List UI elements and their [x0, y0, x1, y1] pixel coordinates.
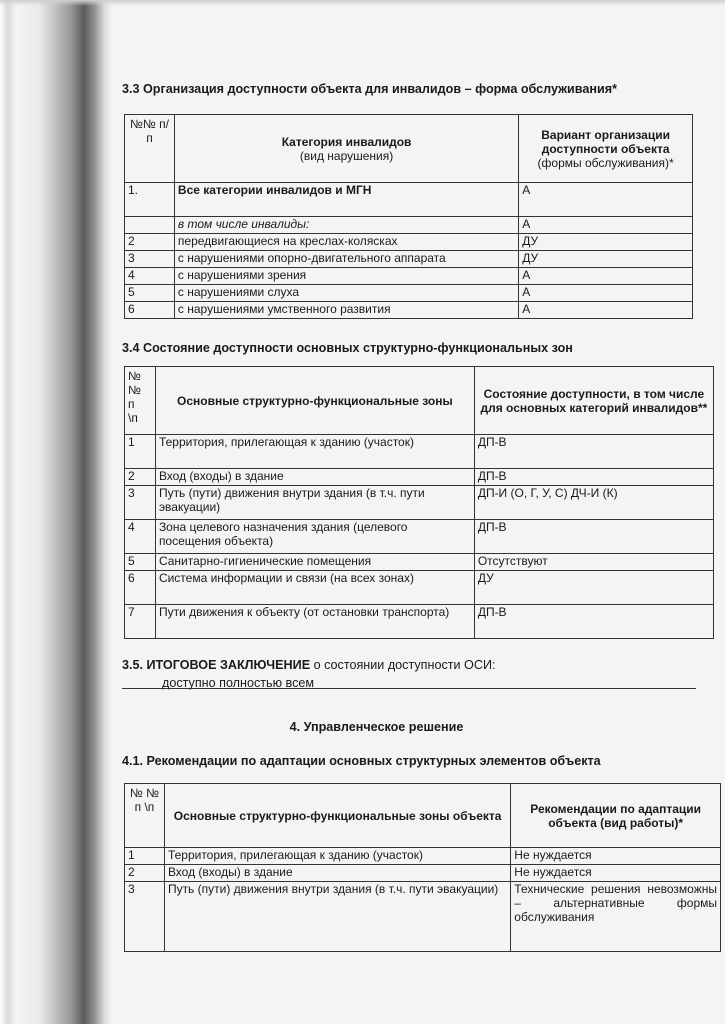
row-num: 4	[125, 520, 156, 554]
row-category: с нарушениями опорно-двигательного аппарата	[174, 251, 518, 268]
section-3-5-heading	[122, 658, 496, 672]
table-row	[125, 435, 714, 469]
row-zone: Санитарно-гигиенические помещения	[155, 554, 474, 571]
table-row	[125, 882, 721, 952]
row-value: ДУ	[519, 234, 693, 251]
row-num: 1	[125, 435, 156, 469]
header-variant-sub: (формы обслуживания)*	[537, 155, 674, 170]
row-num: 1.	[125, 183, 175, 217]
row-zone: Путь (пути) движения внутри здания (в т.ч. пути эвакуации)	[164, 882, 510, 952]
table-row	[125, 520, 714, 554]
row-num: 4	[125, 268, 175, 285]
row-category: с нарушениями зрения	[174, 268, 518, 285]
row-num: 3	[125, 486, 156, 520]
row-value: А	[519, 285, 693, 302]
header-category-main: Категория инвалидов	[281, 134, 412, 149]
row-num: 7	[125, 605, 156, 639]
row-num: 6	[125, 302, 175, 319]
section-4-heading: 4. Управленческое решение	[289, 720, 464, 734]
section-3-4-heading: 3.4 Состояние доступности основных структурно-функциональных зон	[122, 341, 573, 355]
row-num	[125, 217, 175, 234]
table-row	[125, 848, 721, 865]
recommendations-table	[124, 783, 721, 952]
conclusion-title: 3.5. ИТОГОВОЕ ЗАКЛЮЧЕНИЕ	[122, 658, 311, 672]
conclusion-value: доступно полностью всем	[162, 676, 315, 690]
header-state: Состояние доступности, в том числе для основных категорий инвалидов**	[474, 367, 713, 435]
row-state: ДУ	[474, 571, 713, 605]
row-zone: Система информации и связи (на всех зонах)	[155, 571, 474, 605]
row-value: А	[519, 268, 693, 285]
row-num: 2	[125, 865, 165, 882]
header-num: №№ п/п	[125, 115, 175, 183]
row-num: 5	[125, 285, 175, 302]
row-zone: Территория, прилегающая к зданию (участок)	[164, 848, 510, 865]
row-state: ДП-В	[474, 435, 713, 469]
row-category: в том числе инвалиды:	[174, 217, 518, 234]
row-num: 2	[125, 234, 175, 251]
row-zone: Вход (входы) в здание	[155, 469, 474, 486]
row-zone: Зона целевого назначения здания (целевого посещения объекта)	[155, 520, 474, 554]
row-state: ДП-В	[474, 469, 713, 486]
row-category: передвигающиеся на креслах-колясках	[174, 234, 518, 251]
conclusion-underline	[122, 688, 696, 689]
header-num: № № п \п	[125, 367, 156, 435]
row-num: 5	[125, 554, 156, 571]
row-value: А	[519, 302, 693, 319]
row-recommendation: Не нуждается	[511, 848, 721, 865]
header-category	[174, 115, 518, 183]
table-row	[125, 183, 693, 217]
section-3-3-heading: 3.3 Организация доступности объекта для инвалидов – форма обслуживания*	[122, 82, 617, 96]
row-state: Отсутствуют	[474, 554, 713, 571]
header-variant	[519, 115, 693, 183]
row-category: с нарушениями умственного развития	[174, 302, 518, 319]
header-zone: Основные структурно-функциональные зоны	[155, 367, 474, 435]
table-row	[125, 605, 714, 639]
row-recommendation: Технические решения невозможны – альтернативные формы обслуживания	[511, 882, 721, 952]
table-row	[125, 217, 693, 234]
row-num: 2	[125, 469, 156, 486]
row-state: ДП-В	[474, 605, 713, 639]
section-4-1-heading: 4.1. Рекомендации по адаптации основных структурных элементов объекта	[122, 754, 601, 768]
row-category: Все категории инвалидов и МГН	[174, 183, 518, 217]
header-recommendation: Рекомендации по адаптации объекта (вид работы)*	[511, 784, 721, 848]
row-num: 3	[125, 882, 165, 952]
row-state: ДП-В	[474, 520, 713, 554]
row-state: ДП-И (О, Г, У, С) ДЧ-И (К)	[474, 486, 713, 520]
row-zone: Вход (входы) в здание	[164, 865, 510, 882]
table-header-row	[125, 784, 721, 848]
service-form-table	[124, 114, 693, 319]
row-zone: Путь (пути) движения внутри здания (в т.ч. пути эвакуации)	[155, 486, 474, 520]
row-recommendation: Не нуждается	[511, 865, 721, 882]
row-zone: Территория, прилегающая к зданию (участок)	[155, 435, 474, 469]
table-row	[125, 302, 693, 319]
header-category-sub: (вид нарушения)	[299, 148, 394, 163]
header-num: № № п \п	[125, 784, 165, 848]
header-zone: Основные структурно-функциональные зоны объекта	[164, 784, 510, 848]
table-header-row	[125, 367, 714, 435]
table-row	[125, 571, 714, 605]
table-row	[125, 554, 714, 571]
table-row	[125, 268, 693, 285]
row-num: 6	[125, 571, 156, 605]
conclusion-subtitle: о состоянии доступности ОСИ:	[310, 658, 496, 672]
row-num: 3	[125, 251, 175, 268]
row-zone: Пути движения к объекту (от остановки транспорта)	[155, 605, 474, 639]
row-num: 1	[125, 848, 165, 865]
table-row	[125, 865, 721, 882]
header-variant-main: Вариант организации доступности объекта	[541, 127, 670, 156]
row-category: с нарушениями слуха	[174, 285, 518, 302]
table-row	[125, 469, 714, 486]
table-row	[125, 285, 693, 302]
table-header-row	[125, 115, 693, 183]
row-value: А	[519, 183, 693, 217]
row-value: ДУ	[519, 251, 693, 268]
table-row	[125, 486, 714, 520]
table-row	[125, 251, 693, 268]
row-value: А	[519, 217, 693, 234]
zones-accessibility-table	[124, 366, 714, 639]
table-row	[125, 234, 693, 251]
